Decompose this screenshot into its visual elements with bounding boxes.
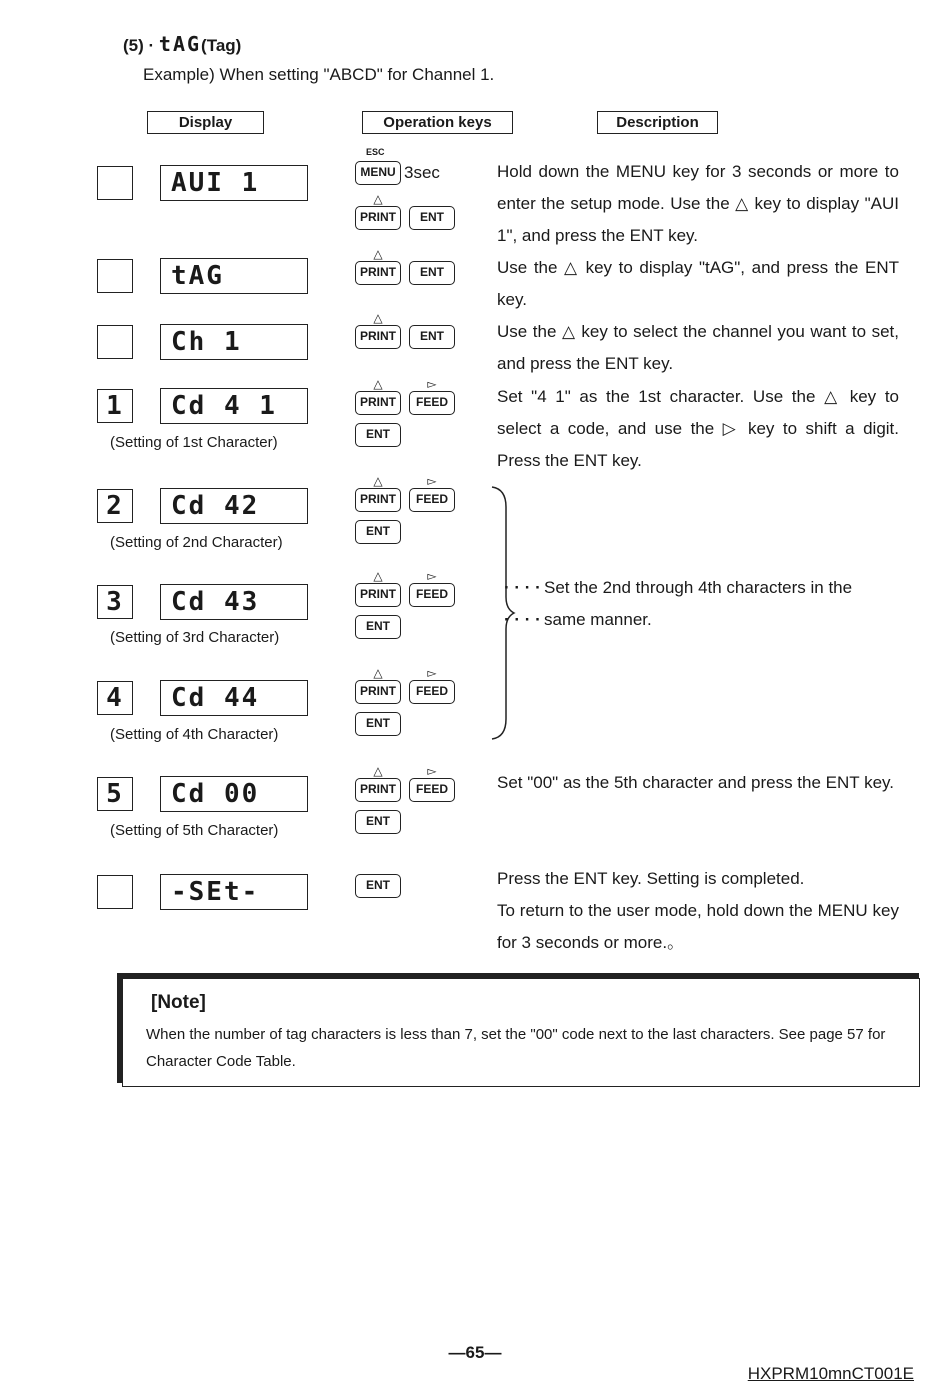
print-key: PRINT [355, 206, 401, 230]
lcd-display: Cd 44 [160, 680, 308, 716]
row-caption: (Setting of 2nd Character) [110, 534, 283, 551]
section-heading [123, 32, 241, 56]
ent-key: ENT [409, 325, 455, 349]
lcd-display: Cd 4 1 [160, 388, 308, 424]
ent-key: ENT [409, 206, 455, 230]
print-key: PRINT [355, 325, 401, 349]
description-step-5: Set "00" as the 5th character and press the ENT key. [497, 773, 894, 792]
feed-key: FEED [409, 680, 455, 704]
small-display [97, 259, 133, 293]
lcd-display: AUI 1 [160, 165, 308, 201]
brace-dots: · · · · [504, 578, 541, 597]
small-display [97, 325, 133, 359]
lcd-display: tAG [160, 258, 308, 294]
feed-key: FEED [409, 583, 455, 607]
page-number: —65— [448, 1343, 502, 1362]
lcd-display: -SEt- [160, 874, 308, 910]
small-display: 4 [97, 681, 133, 715]
print-key: PRINT [355, 680, 401, 704]
right-arrow-icon: ▻ [427, 474, 437, 488]
description-step-3: Use the △ key to select the channel you want to set, and press the ENT key. [497, 322, 899, 374]
small-display [97, 875, 133, 909]
print-key: PRINT [355, 583, 401, 607]
row-caption: (Setting of 3rd Character) [110, 629, 280, 646]
column-header-display: Display [147, 111, 264, 134]
section-bullet: · [148, 36, 155, 55]
note-title: [Note] [151, 992, 206, 1013]
feed-key: FEED [409, 488, 455, 512]
ent-key: ENT [355, 520, 401, 544]
ent-key: ENT [409, 261, 455, 285]
esc-label: ESC [366, 147, 385, 157]
print-key: PRINT [355, 778, 401, 802]
feed-key: FEED [409, 391, 455, 415]
description-brace-line-2: same manner. [544, 610, 652, 629]
row-caption: (Setting of 5th Character) [110, 822, 279, 839]
hold-duration: 3sec [404, 163, 440, 182]
right-arrow-icon: ▻ [427, 666, 437, 680]
up-arrow-icon: △ [373, 474, 383, 488]
row-caption: (Setting of 1st Character) [110, 434, 278, 451]
right-arrow-icon: ▻ [427, 377, 437, 391]
small-display: 2 [97, 489, 133, 523]
column-header-operation: Operation keys [362, 111, 513, 134]
note-text: When the number of tag characters is less than 7, set the "00" code next to the last characters. See page 57 for Character Code Table. [146, 1026, 886, 1070]
small-display: 3 [97, 585, 133, 619]
section-name: (Tag) [201, 36, 242, 55]
description-step-4: Set "4 1" as the 1st character. Use the △ key to select a code, and use the ▷ key to shift a digit. Press the ENT key. [497, 387, 899, 471]
feed-key: FEED [409, 778, 455, 802]
right-arrow-icon: ▻ [427, 569, 437, 583]
row-caption: (Setting of 4th Character) [110, 726, 279, 743]
up-arrow-icon: △ [373, 311, 383, 325]
small-display: 5 [97, 777, 133, 811]
up-arrow-icon: △ [373, 764, 383, 778]
lcd-display: Cd 42 [160, 488, 308, 524]
print-key: PRINT [355, 488, 401, 512]
ent-key: ENT [355, 874, 401, 898]
document-id: HXPRM10mnCT001E [747, 1364, 914, 1383]
description-brace-line-1: Set the 2nd through 4th characters in the [544, 578, 853, 597]
up-arrow-icon: △ [373, 569, 383, 583]
section-code: tAG [158, 32, 202, 56]
description-step-1: Hold down the MENU key for 3 seconds or more to enter the setup mode. Use the △ key to display "AUI 1", and press the ENT key. [497, 162, 899, 246]
up-arrow-icon: △ [373, 377, 383, 391]
ent-key: ENT [355, 712, 401, 736]
small-display [97, 166, 133, 200]
description-step-6b: To return to the user mode, hold down the MENU key for 3 seconds or more.。 [497, 901, 899, 953]
description-step-6a: Press the ENT key. Setting is completed. [497, 869, 805, 888]
ent-key: ENT [355, 810, 401, 834]
description-step-2: Use the △ key to display "tAG", and press the ENT key. [497, 258, 899, 310]
lcd-display: Ch 1 [160, 324, 308, 360]
up-arrow-icon: △ [373, 666, 383, 680]
section-number: (5) [123, 36, 144, 55]
example-text: Example) When setting "ABCD" for Channel 1. [143, 65, 495, 84]
column-header-description: Description [597, 111, 718, 134]
brace-dots: · · · · [504, 610, 541, 629]
small-display: 1 [97, 389, 133, 423]
print-key: PRINT [355, 391, 401, 415]
lcd-display: Cd 00 [160, 776, 308, 812]
up-arrow-icon: △ [373, 192, 383, 206]
ent-key: ENT [355, 423, 401, 447]
menu-key: MENU [355, 161, 401, 185]
print-key: PRINT [355, 261, 401, 285]
ent-key: ENT [355, 615, 401, 639]
up-arrow-icon: △ [373, 247, 383, 261]
right-arrow-icon: ▻ [427, 764, 437, 778]
lcd-display: Cd 43 [160, 584, 308, 620]
